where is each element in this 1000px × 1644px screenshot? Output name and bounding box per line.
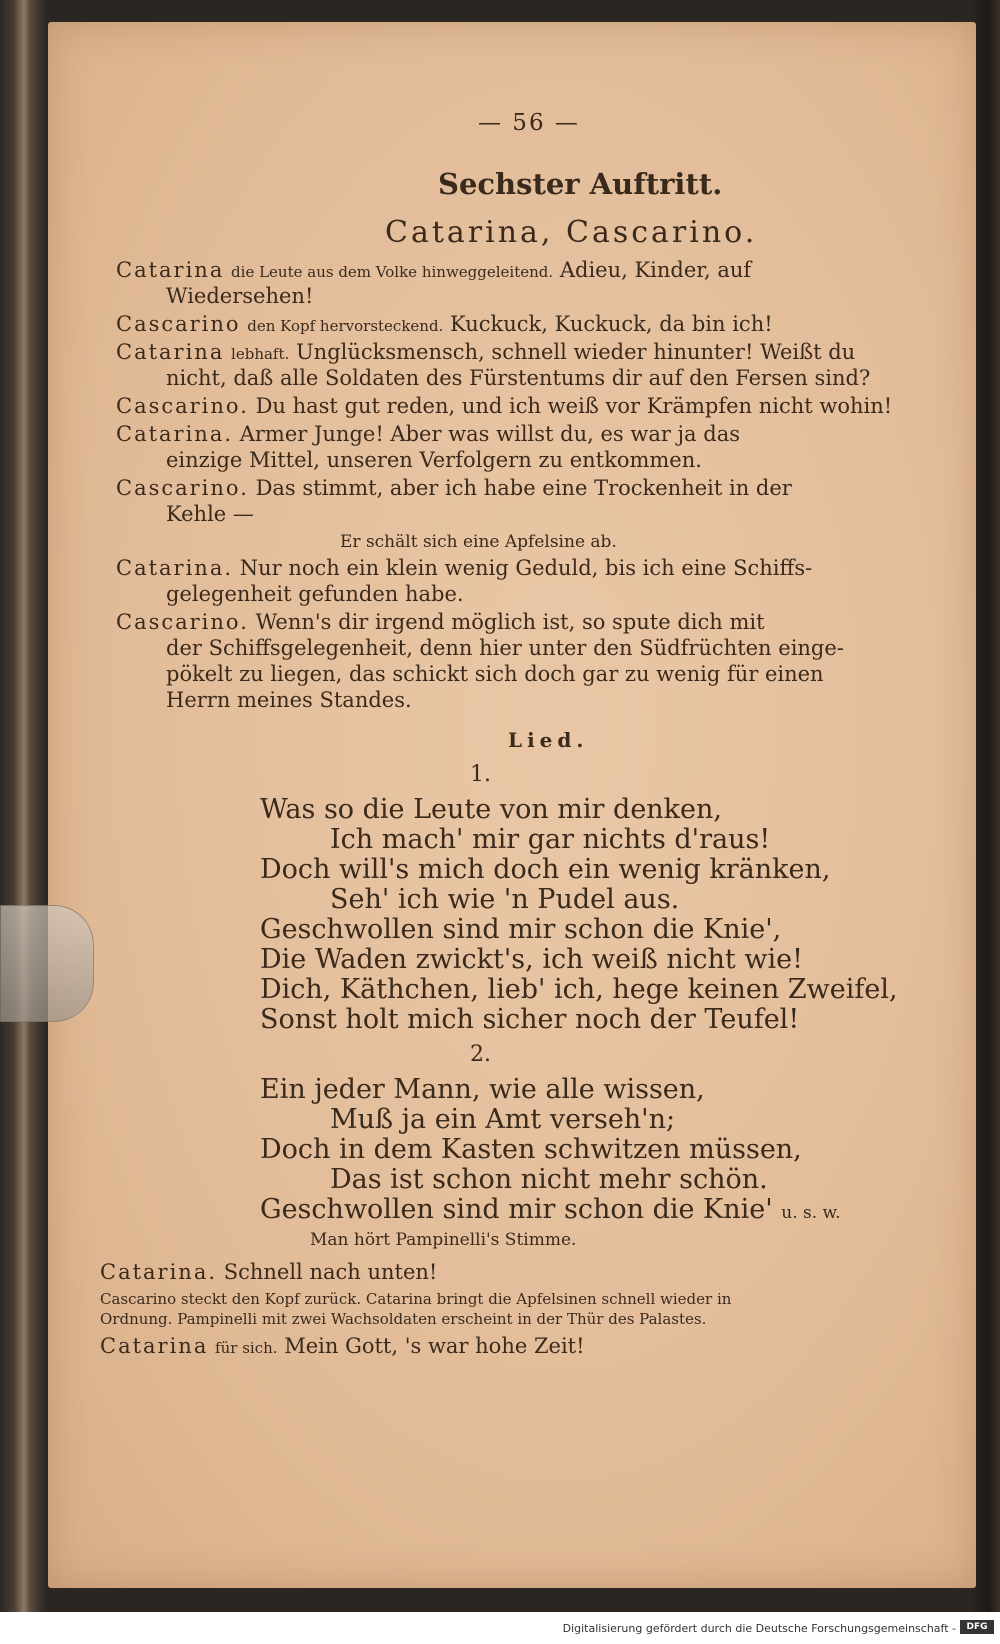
speaker: Catarina [116, 258, 225, 282]
speaker: Catarina. [100, 1260, 218, 1284]
stage-direction: die Leute aus dem Volke hinweggeleitend. [231, 263, 554, 281]
stage-direction: Cascarino steckt den Kopf zurück. Catarina bringt die Apfelsinen schnell wieder in [100, 1290, 732, 1308]
scene-title: Sechster Auftritt. [438, 167, 723, 201]
speaker: Cascarino. [116, 394, 249, 418]
verse-line: Die Waden zwickt's, ich weiß nicht wie! [260, 944, 803, 975]
dialogue-line: nicht, daß alle Soldaten des Fürstentums dir auf den Fersen sind? [166, 366, 871, 390]
dialogue-line: gelegenheit gefunden habe. [166, 582, 464, 606]
speech: Kuckuck, Kuckuck, da bin ich! [450, 312, 773, 336]
speaker: Catarina. [116, 556, 234, 580]
dialogue-line [116, 394, 892, 419]
characters-heading: Catarina, Cascarino. [385, 215, 758, 250]
speaker: Cascarino. [116, 476, 249, 500]
stage-direction: Man hört Pampinelli's Stimme. [310, 1230, 577, 1250]
dialogue-line: pökelt zu liegen, das schickt sich doch gar zu wenig für einen [166, 662, 824, 686]
dialogue-line: einzige Mittel, unseren Verfolgern zu entkommen. [166, 448, 702, 472]
page-number: — 56 — [478, 110, 580, 136]
book-edge [972, 0, 1000, 1612]
speaker: Catarina [116, 340, 225, 364]
verse-number: 2. [470, 1042, 491, 1067]
speaker: Catarina. [116, 422, 234, 446]
stage-direction: Er schält sich eine Apfelsine ab. [340, 532, 617, 552]
speech: Unglücksmensch, schnell wieder hinunter! Weißt du [295, 340, 856, 364]
verse-line [260, 1194, 840, 1226]
dialogue-line [116, 258, 751, 283]
footer-credit: Digitalisierung gefördert durch die Deutsche Forschungsgemeinschaft - [562, 1622, 956, 1635]
paper-clip [0, 905, 94, 1022]
speech: Armer Junge! Aber was willst du, es war ja das [239, 422, 740, 446]
verse-text: Geschwollen sind mir schon die Knie' [260, 1194, 773, 1225]
footer-bar [0, 1612, 1000, 1644]
dialogue-line [116, 476, 792, 501]
song-title: Lied. [508, 728, 589, 752]
speaker: Cascarino [116, 312, 241, 336]
speaker: Cascarino. [116, 610, 249, 634]
verse-line: Geschwollen sind mir schon die Knie', [260, 914, 782, 945]
speech: Wenn's dir irgend möglich ist, so spute dich mit [255, 610, 765, 634]
dialogue-line: der Schiffsgelegenheit, denn hier unter den Südfrüchten einge- [166, 636, 844, 660]
verse-line: Was so die Leute von mir denken, [260, 794, 722, 825]
verse-line: Doch in dem Kasten schwitzen müssen, [260, 1134, 802, 1165]
dialogue-line: Herrn meines Standes. [166, 688, 412, 712]
stage-direction: für sich. [215, 1339, 278, 1357]
dialogue-line [100, 1334, 585, 1359]
speech: Das stimmt, aber ich habe eine Trockenheit in der [255, 476, 792, 500]
dialogue-line [116, 610, 765, 635]
stage-direction: Ordnung. Pampinelli mit zwei Wachsoldaten erscheint in der Thür des Palastes. [100, 1310, 707, 1328]
speech: Mein Gott, 's war hohe Zeit! [284, 1334, 585, 1358]
verse-line: Das ist schon nicht mehr schön. [330, 1164, 768, 1195]
verse-line: Seh' ich wie 'n Pudel aus. [330, 884, 680, 915]
verse-line: Muß ja ein Amt verseh'n; [330, 1104, 676, 1135]
dialogue-line [116, 312, 773, 337]
verse-number: 1. [470, 762, 491, 787]
dialogue-line [116, 422, 740, 447]
dialogue-line: Kehle — [166, 502, 254, 526]
speech: Adieu, Kinder, auf [559, 258, 752, 282]
verse-line: Doch will's mich doch ein wenig kränken, [260, 854, 831, 885]
book-page [48, 22, 976, 1588]
dfg-logo: DFG [960, 1620, 994, 1634]
speech: Schnell nach unten! [223, 1260, 438, 1284]
stage-direction: den Kopf hervorsteckend. [247, 317, 444, 335]
speech: Du hast gut reden, und ich weiß vor Krämpfen nicht wohin! [255, 394, 893, 418]
verse-line: Dich, Käthchen, lieb' ich, hege keinen Zweifel, [260, 974, 898, 1005]
verse-line: Ich mach' mir gar nichts d'raus! [330, 824, 771, 855]
verse-line: Ein jeder Mann, wie alle wissen, [260, 1074, 705, 1105]
verse-line: Sonst holt mich sicher noch der Teufel! [260, 1004, 800, 1035]
speaker: Catarina [100, 1334, 209, 1358]
dialogue-line [116, 556, 812, 581]
verse-etc: u. s. w. [781, 1203, 841, 1223]
dialogue-line [116, 340, 855, 365]
dialogue-line: Wiedersehen! [166, 284, 314, 308]
speech: Nur noch ein klein wenig Geduld, bis ich eine Schiffs- [239, 556, 813, 580]
dialogue-line [100, 1260, 437, 1285]
stage-direction: lebhaft. [231, 345, 290, 363]
